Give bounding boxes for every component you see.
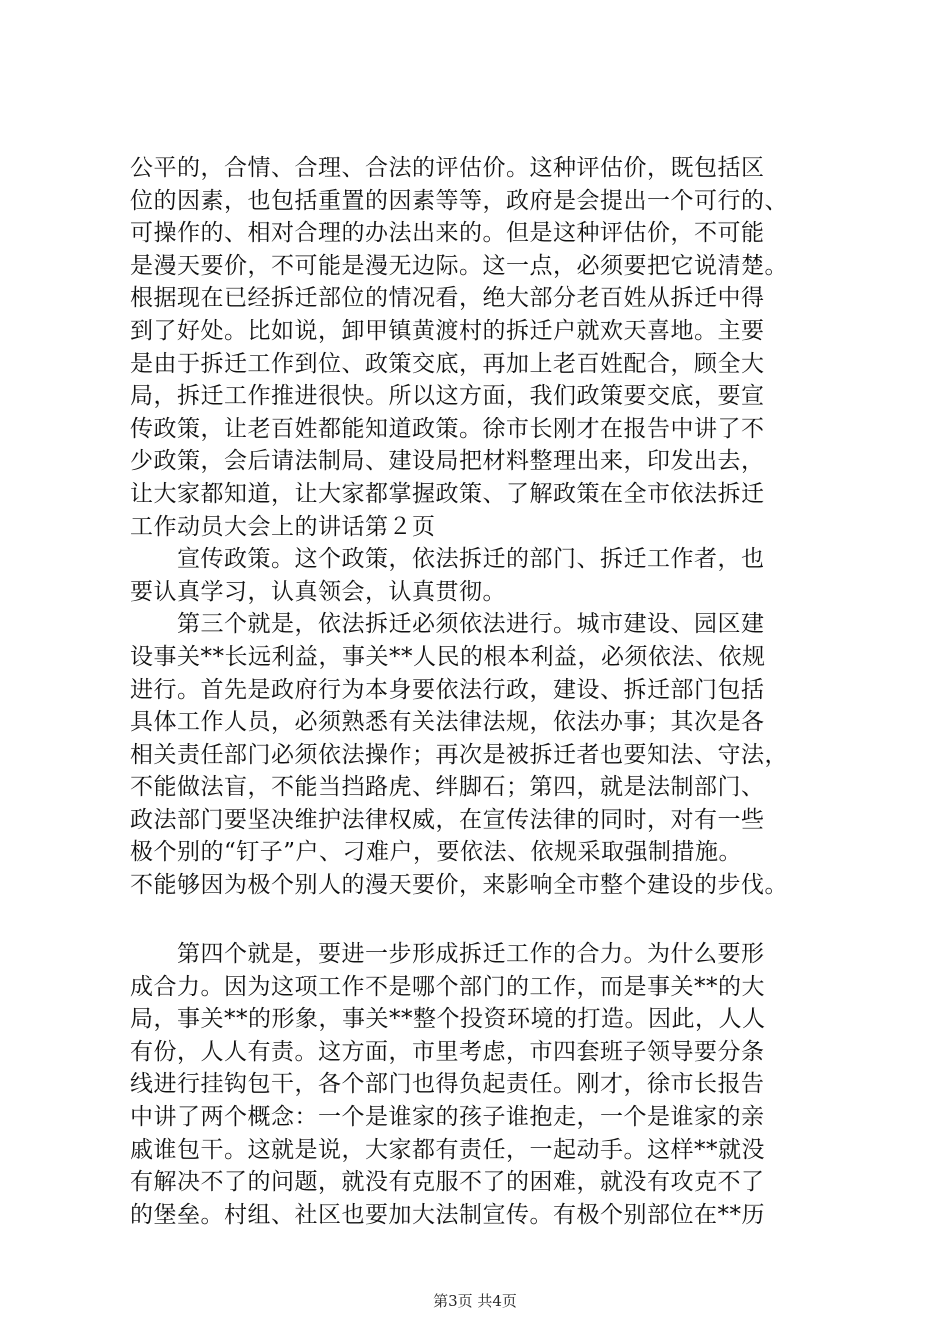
text-line: 让大家都知道，让大家都掌握政策、了解政策在全市依法拆迁 (130, 480, 765, 507)
text-line: 的堡垒。村组、社区也要加大法制宣传。有极个别部位在**历 (130, 1201, 765, 1228)
body-text-block-1 (130, 152, 852, 902)
text-line: 不能做法盲，不能当挡路虎、绊脚石；第四，就是法制部门、 (130, 774, 765, 801)
text-line: 成合力。因为这项工作不是哪个部门的工作，而是事关**的大 (130, 973, 765, 1000)
text-line: 戚谁包干。这就是说，大家都有责任，一起动手。这样**就没 (130, 1136, 765, 1163)
text-line: 局，拆迁工作推进很快。所以这方面，我们政策要交底，要宣 (130, 383, 765, 410)
text-line: 传政策，让老百姓都能知道政策。徐市长刚才在报告中讲了不 (130, 415, 765, 442)
text-line: 进行。首先是政府行为本身要依法行政，建设、拆迁部门包括 (130, 676, 765, 703)
text-line: 工作动员大会上的讲话第２页 (130, 513, 436, 540)
text-line: 公平的，合情、合理、合法的评估价。这种评估价，既包括区 (130, 155, 765, 181)
text-line: 具体工作人员，必须熟悉有关法律法规，依法办事；其次是各 (130, 709, 765, 736)
text-line: 不能够因为极个别人的漫天要价，来影响全市整个建设的步伐。 (130, 872, 788, 899)
text-line: 第三个就是，依法拆迁必须依法进行。城市建设、园区建 (130, 611, 765, 638)
text-line: 可操作的、相对合理的办法出来的。但是这种评估价，不可能 (130, 220, 765, 247)
text-line: 根据现在已经拆迁部位的情况看，绝大部分老百姓从拆迁中得 (130, 285, 765, 312)
text-line: 有解决不了的问题，就没有克服不了的困难，就没有攻克不了 (130, 1169, 765, 1196)
text-line: 有份，人人有责。这方面，市里考虑，市四套班子领导要分条 (130, 1038, 765, 1065)
text-line: 是由于拆迁工作到位、政策交底，再加上老百姓配合，顾全大 (130, 350, 765, 377)
text-line: 要认真学习，认真领会，认真贯彻。 (130, 578, 506, 605)
text-line: 线进行挂钩包干，各个部门也得负起责任。刚才，徐市长报告 (130, 1071, 765, 1098)
body-text-block-2 (130, 938, 852, 1231)
text-line: 少政策，会后请法制局、建设局把材料整理出来，印发出去， (130, 448, 765, 475)
text-line: 到了好处。比如说，卸甲镇黄渡村的拆迁户就欢天喜地。主要 (130, 317, 765, 344)
text-line: 极个别的“钉子”户、刁难户，要依法、依规采取强制措施。 (130, 839, 743, 866)
text-line: 是漫天要价，不可能是漫无边际。这一点，必须要把它说清楚。 (130, 252, 788, 279)
text-line: 中讲了两个概念：一个是谁家的孩子谁抱走，一个是谁家的亲 (130, 1103, 765, 1130)
text-line: 局，事关**的形象，事关**整个投资环境的打造。因此，人人 (130, 1006, 766, 1033)
text-line: 设事关**长远利益，事关**人民的根本利益，必须依法、依规 (130, 643, 766, 670)
text-line: 位的因素，也包括重置的因素等等，政府是会提出一个可行的、 (130, 187, 788, 214)
text-line: 宣传政策。这个政策，依法拆迁的部门、拆迁工作者，也 (130, 546, 765, 573)
page-footer: 第3页 共4页 (433, 1292, 517, 1310)
text-line: 第四个就是，要进一步形成拆迁工作的合力。为什么要形 (130, 941, 765, 967)
text-line: 相关责任部门必须依法操作；再次是被拆迁者也要知法、守法， (130, 741, 788, 768)
text-line: 政法部门要坚决维护法律权威，在宣传法律的同时，对有一些 (130, 806, 765, 833)
